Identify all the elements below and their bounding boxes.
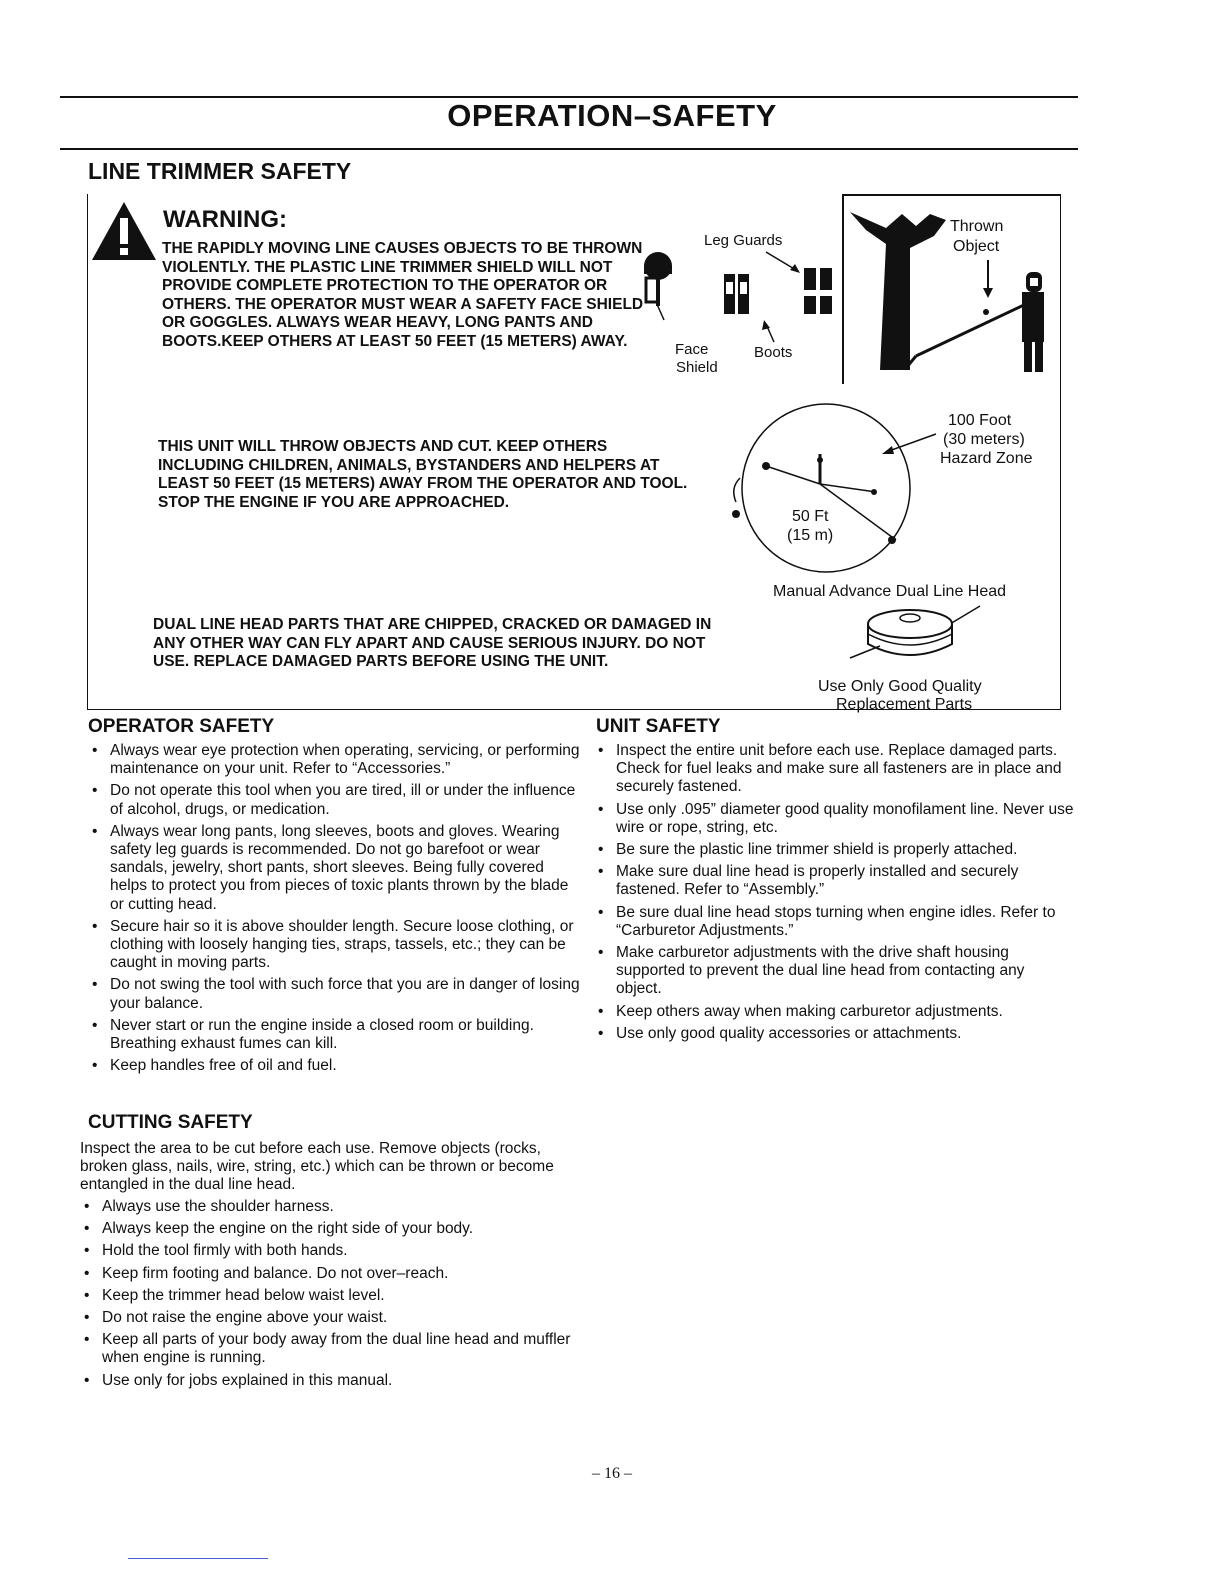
thrown-object-label-line1: Thrown — [950, 218, 1004, 235]
list-item: • Secure hair so it is above shoulder length. Secure loose clothing, or clothing with loosely hanging ties, straps, tassels, etc.; they can be caught in moving parts. — [86, 918, 580, 973]
thrown-object-label-line2: Object — [953, 238, 1000, 255]
boots-icon — [762, 268, 832, 342]
face-shield-icon — [644, 252, 672, 320]
thrown-object-illustration — [846, 200, 1056, 384]
operator-figure-icon — [906, 272, 1044, 372]
list-item: • Always use the shoulder harness. — [78, 1198, 578, 1216]
list-item: • Hold the tool firmly with both hands. — [78, 1242, 578, 1260]
cutting-safety-list — [78, 1198, 578, 1394]
list-item: • Do not operate this tool when you are tired, ill or under the influence of alcohol, drugs, or medication. — [86, 782, 580, 818]
list-item: • Keep handles free of oil and fuel. — [86, 1057, 580, 1075]
title-rule — [60, 148, 1078, 150]
page-number: – 16 – — [592, 1465, 632, 1482]
warning-paragraph-2: THIS UNIT WILL THROW OBJECTS AND CUT. KEEP OTHERS INCLUDING CHILDREN, ANIMALS, BYSTANDERS AND HELPERS AT LEAST 50 FEET (15 METERS) AWAY FROM THE OPERATOR AND TOOL. STOP THE ENGINE IF YOU ARE APPROACHED. — [158, 438, 688, 511]
section-title: LINE TRIMMER SAFETY — [88, 158, 352, 184]
unit-safety-heading: UNIT SAFETY — [596, 716, 721, 737]
hazard-zone-label-line2: (30 meters) — [943, 431, 1025, 448]
dual-line-head-caption: Manual Advance Dual Line Head — [773, 583, 1007, 600]
list-item: • Do not raise the engine above your waist. — [78, 1309, 578, 1327]
page-title: OPERATION–SAFETY — [447, 98, 777, 133]
cutting-safety-intro: Inspect the area to be cut before each use. Remove objects (rocks, broken glass, nails, wire, string, etc.) which can be thrown or become entangled in the dual line head. — [80, 1140, 554, 1194]
list-item: • Make carburetor adjustments with the drive shaft housing supported to prevent the dual line head from contacting any object. — [592, 944, 1074, 999]
face-shield-label-line2: Shield — [676, 359, 718, 376]
warning-paragraph-3: DUAL LINE HEAD PARTS THAT ARE CHIPPED, CRACKED OR DAMAGED IN ANY OTHER WAY CAN FLY APART AND CAUSE SERIOUS INJURY. DO NOT USE. REPLACE DAMAGED PARTS BEFORE USING THE UNIT. — [153, 616, 712, 670]
leg-guards-label: Leg Guards — [704, 232, 783, 249]
hazard-zone-label-line1: 100 Foot — [948, 412, 1012, 429]
distance-label-line1: 50 Ft — [792, 508, 829, 525]
footer-rule — [128, 1558, 268, 1559]
protective-gear-illustration — [636, 240, 842, 350]
list-item: • Be sure dual line head stops turning when engine idles. Refer to “Carburetor Adjustments.” — [592, 904, 1074, 940]
list-item: • Use only .095” diameter good quality monofilament line. Never use wire or rope, string, etc. — [592, 801, 1074, 837]
list-item: • Use only good quality accessories or attachments. — [592, 1025, 1074, 1043]
list-item: • Make sure dual line head is properly installed and securely fastened. Refer to “Assembly.” — [592, 863, 1074, 899]
warning-heading: WARNING: — [163, 206, 287, 233]
list-item: • Keep the trimmer head below waist level. — [78, 1287, 578, 1305]
operator-safety-list — [86, 742, 580, 1079]
warning-box-top-rule — [842, 194, 1061, 196]
dual-line-head-icon — [840, 600, 990, 670]
hazard-zone-diagram — [726, 392, 946, 582]
list-item: • Use only for jobs explained in this manual. — [78, 1372, 578, 1390]
warning-paragraph-1: THE RAPIDLY MOVING LINE CAUSES OBJECTS TO BE THROWN VIOLENTLY. THE PLASTIC LINE TRIMMER SHIELD WILL NOT PROVIDE COMPLETE PROTECTION TO THE OPERATOR OR OTHERS. THE OPERATOR MUST WEAR A SAFETY FACE SHIELD OR GOGGLES. ALWAYS WEAR HEAVY, LONG PANTS AND BOOTS.KEEP OTHERS AT LEAST 50 FEET (15 METERS) AWAY. — [162, 240, 644, 350]
list-item: • Always keep the engine on the right side of your body. — [78, 1220, 578, 1238]
unit-safety-list — [592, 742, 1074, 1047]
list-item: • Keep all parts of your body away from the dual line head and muffler when engine is running. — [78, 1331, 578, 1367]
cutting-safety-heading: CUTTING SAFETY — [88, 1112, 253, 1133]
hazard-zone-label-line3: Hazard Zone — [940, 450, 1033, 467]
face-shield-label-line1: Face — [675, 341, 709, 358]
list-item: • Keep others away when making carburetor adjustments. — [592, 1003, 1074, 1021]
leg-guards-icon — [724, 274, 749, 314]
quality-parts-label-line2: Replacement Parts — [836, 696, 973, 713]
list-item: • Never start or run the engine inside a closed room or building. Breathing exhaust fumes can kill. — [86, 1017, 580, 1053]
distance-label-line2: (15 m) — [787, 527, 834, 544]
warning-triangle-icon — [90, 200, 158, 262]
boots-label: Boots — [754, 344, 793, 361]
quality-parts-label-line1: Use Only Good Quality — [818, 678, 982, 695]
list-item: • Inspect the entire unit before each use. Replace damaged parts. Check for fuel leaks and make sure all fasteners are in place and securely fastened. — [592, 742, 1074, 797]
figure-divider — [842, 194, 844, 384]
list-item: • Always wear eye protection when operating, servicing, or performing maintenance on your unit. Refer to “Accessories.” — [86, 742, 580, 778]
list-item: • Keep firm footing and balance. Do not over–reach. — [78, 1265, 578, 1283]
list-item: • Be sure the plastic line trimmer shield is properly attached. — [592, 841, 1074, 859]
list-item: • Do not swing the tool with such force that you are in danger of losing your balance. — [86, 976, 580, 1012]
list-item: • Always wear long pants, long sleeves, boots and gloves. Wearing safety leg guards is recommended. Do not go barefoot or wear sandals, jewelry, short pants, short sleeves. Being fully covered helps to protect you from pieces of toxic plants thrown by the blade or cutting head. — [86, 823, 580, 914]
operator-safety-heading: OPERATOR SAFETY — [88, 716, 275, 737]
